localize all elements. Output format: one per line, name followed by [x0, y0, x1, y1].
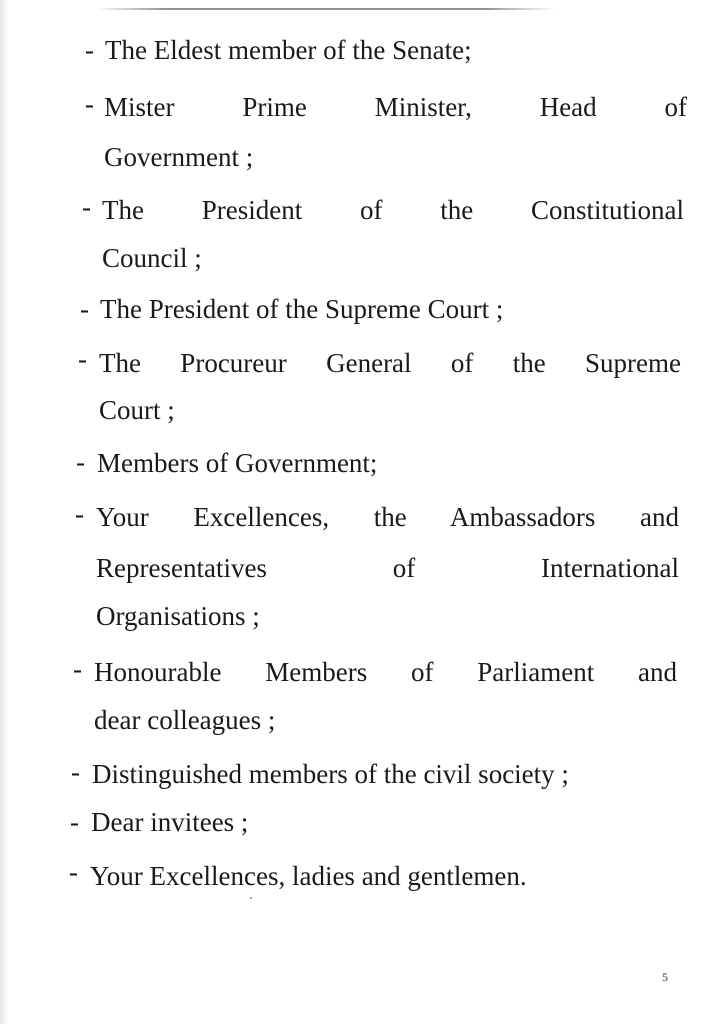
list-item-members-of-parliament: Honourable Members of Parliament and [94, 657, 677, 687]
list-dash: - [70, 807, 79, 837]
list-dash: - [76, 447, 85, 477]
list-dash: - [69, 857, 78, 887]
top-rule [95, 8, 555, 10]
list-item-invitees: Dear invitees ; [91, 807, 249, 837]
scan-edge-shadow [0, 0, 8, 1024]
list-item-constitutional-council-cont: Council ; [102, 243, 202, 273]
list-item-procureur-general-cont: Court ; [99, 395, 175, 425]
list-item-constitutional-council: The President of the Constitutional [102, 195, 684, 225]
list-dash: - [85, 35, 94, 65]
list-dash: - [75, 499, 84, 529]
list-dash: - [85, 89, 94, 119]
list-dash: - [71, 757, 80, 787]
list-item-procureur-general: The Procureur General of the Supreme [99, 348, 681, 378]
list-item-ambassadors: Your Excellences, the Ambassadors and [96, 502, 679, 532]
list-item-ambassadors-cont2: Organisations ; [96, 601, 260, 631]
list-dash: - [80, 294, 89, 324]
page-number: 5 [662, 970, 668, 984]
list-item-ambassadors-cont: Representatives of International [96, 553, 679, 583]
list-dash: - [78, 344, 87, 374]
list-item-closing-salutation: Your Excellences, ladies and gentlemen. [90, 861, 527, 891]
scan-speck [250, 897, 252, 899]
list-item-civil-society: Distinguished members of the civil society ; [92, 759, 569, 789]
list-item-prime-minister-cont: Government ; [104, 142, 254, 172]
list-item-members-of-parliament-cont: dear colleagues ; [94, 705, 276, 735]
list-item-prime-minister: Mister Prime Minister, Head of [104, 92, 687, 122]
list-dash: - [73, 654, 82, 684]
list-item-supreme-court-president: The President of the Supreme Court ; [100, 294, 504, 324]
list-dash: - [82, 192, 91, 222]
list-item-members-of-government: Members of Government; [97, 448, 378, 478]
list-item-senate-elder: The Eldest member of the Senate; [105, 35, 472, 65]
